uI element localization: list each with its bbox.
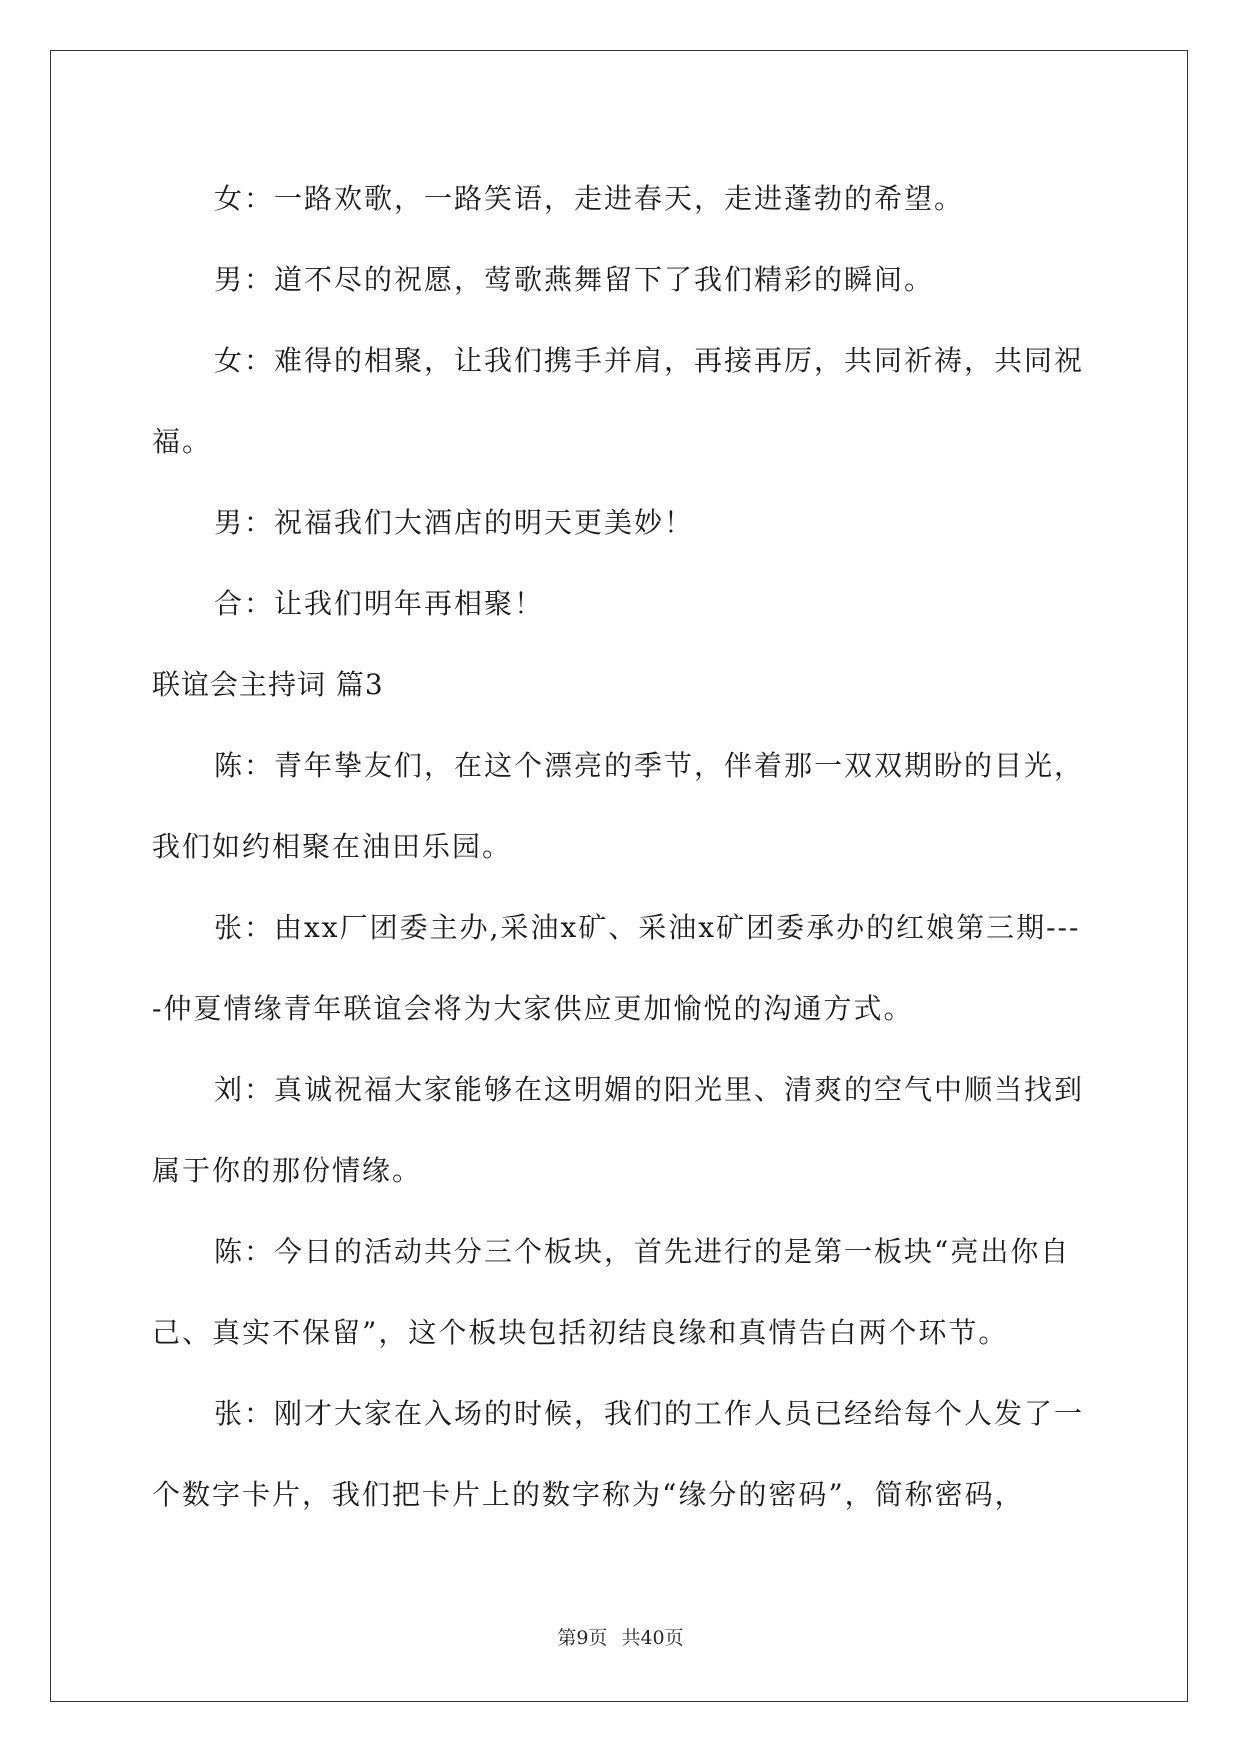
paragraph-female-2: 女：难得的相聚，让我们携手并肩，再接再厉，共同祈祷，共同祝福。	[152, 344, 1085, 458]
paragraph-male-2: 男：祝福我们大酒店的明天更美妙！	[214, 506, 695, 539]
paragraph-male-1: 男：道不尽的祝愿，莺歌燕舞留下了我们精彩的瞬间。	[214, 263, 935, 296]
paragraph-zhang-1: 张：由xx厂团委主办,采油x矿、采油x矿团委承办的红娘第三期----仲夏情缘青年联谊会将为大家供应更加愉悦的沟通方式。	[152, 911, 1081, 1025]
document-body	[152, 158, 1086, 1535]
paragraph-together: 合：让我们明年再相聚！	[214, 587, 545, 620]
section-heading: 联谊会主持词 篇3	[152, 668, 384, 701]
page-number: 第9页	[557, 1627, 608, 1649]
paragraph-female-1: 女：一路欢歌，一路笑语，走进春天，走进蓬勃的希望。	[214, 182, 965, 215]
paragraph-zhang-2: 张：刚才大家在入场的时候，我们的工作人员已经给每个人发了一个数字卡片，我们把卡片上的数字称为“缘分的密码”，简称密码，	[152, 1397, 1085, 1511]
page-footer	[0, 1623, 1241, 1650]
paragraph-liu-1: 刘：真诚祝福大家能够在这明媚的阳光里、清爽的空气中顺当找到属于你的那份情缘。	[152, 1073, 1085, 1187]
paragraph-chen-2: 陈：今日的活动共分三个板块，首先进行的是第一板块“亮出你自己、真实不保留”，这个板块包括初结良缘和真情告白两个环节。	[152, 1235, 1071, 1349]
total-pages: 共40页	[621, 1627, 684, 1649]
paragraph-chen-1: 陈：青年挚友们，在这个漂亮的季节，伴着那一双双期盼的目光，我们如约相聚在油田乐园。	[152, 749, 1085, 863]
